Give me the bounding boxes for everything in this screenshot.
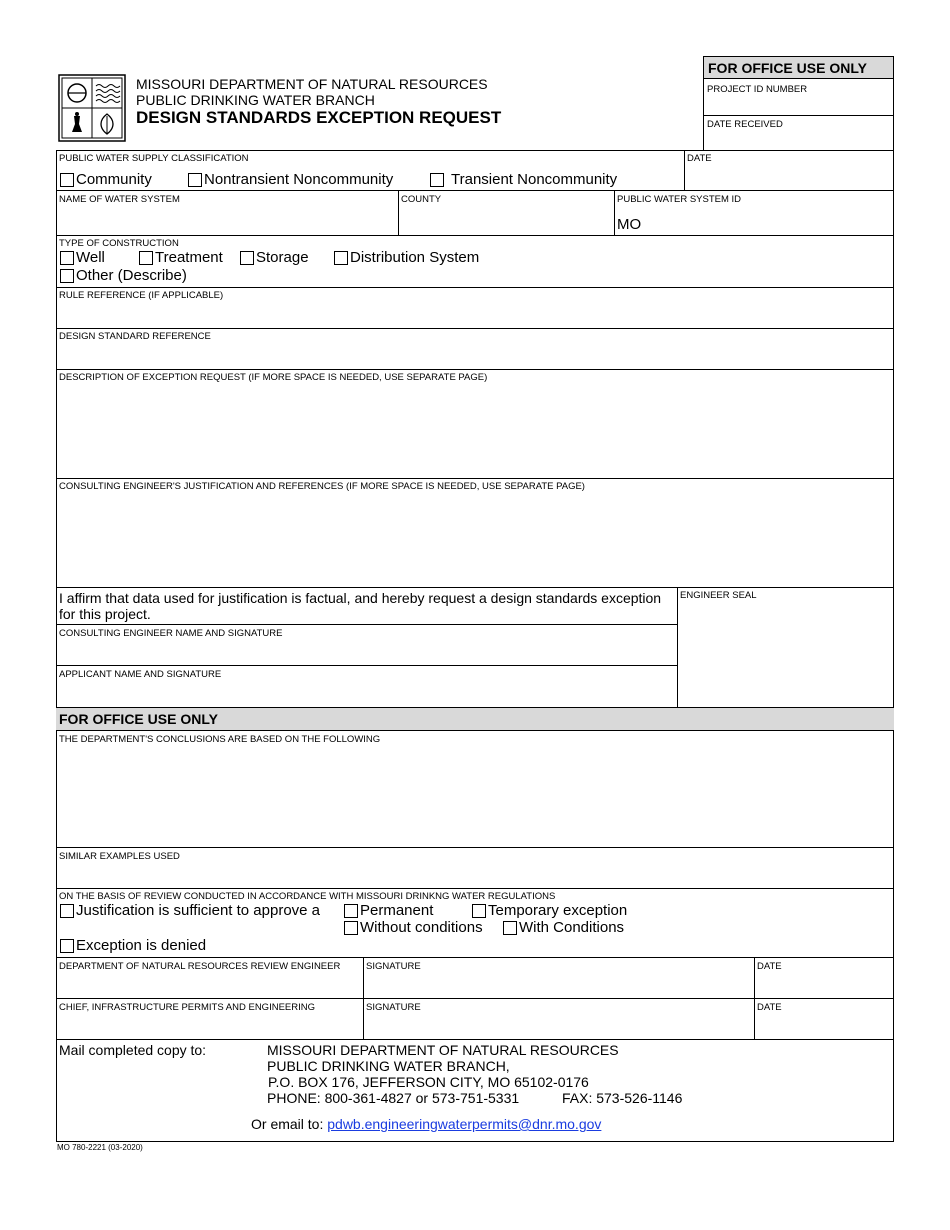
divider: [677, 587, 678, 707]
date-input[interactable]: [686, 166, 892, 188]
email-link[interactable]: pdwb.engineeringwaterpermits@dnr.mo.gov: [327, 1116, 602, 1132]
affirmation-line-1: I affirm that data used for justification is factual, and hereby request a design standards exception: [59, 590, 662, 606]
community-checkbox[interactable]: [60, 173, 74, 187]
consulting-engineer-label: CONSULTING ENGINEER NAME AND SIGNATURE: [59, 628, 283, 639]
mail-address-line-3: P.O. BOX 176, JEFFERSON CITY, MO 65102-0176: [268, 1074, 589, 1090]
office-use-title: FOR OFFICE USE ONLY: [708, 60, 867, 76]
design-standard-label: DESIGN STANDARD REFERENCE: [59, 331, 211, 342]
chief-signature-label: SIGNATURE: [366, 1002, 421, 1013]
divider: [56, 190, 894, 191]
water-system-name-input[interactable]: [58, 210, 396, 232]
temporary-exception-label: Temporary exception: [488, 902, 628, 919]
with-conditions-label: With Conditions: [519, 919, 625, 936]
similar-examples-label: SIMILAR EXAMPLES USED: [59, 851, 180, 862]
justification-label: CONSULTING ENGINEER'S JUSTIFICATION AND REFERENCES (IF MORE SPACE IS NEEDED, USE SEPARATE PAGE): [59, 481, 585, 492]
divider: [703, 115, 894, 116]
with-conditions-checkbox[interactable]: [503, 921, 517, 935]
design-standard-input[interactable]: [58, 345, 892, 367]
without-conditions-checkbox[interactable]: [344, 921, 358, 935]
divider: [614, 190, 615, 235]
consulting-engineer-input[interactable]: [58, 642, 675, 664]
form-number: MO 780-2221 (03-2020): [57, 1143, 143, 1152]
community-label: Community: [76, 171, 152, 188]
divider: [56, 478, 894, 479]
treatment-label: Treatment: [155, 249, 223, 266]
review-engineer-label: DEPARTMENT OF NATURAL RESOURCES REVIEW ENGINEER: [59, 961, 341, 972]
phone-number: PHONE: 800-361-4827 or 573-751-5331: [267, 1090, 520, 1106]
chief-date-label: DATE: [757, 1002, 782, 1013]
fax-number: FAX: 573-526-1146: [562, 1090, 683, 1106]
other-describe-input[interactable]: [194, 268, 890, 286]
project-id-label: PROJECT ID NUMBER: [707, 84, 808, 95]
transient-noncommunity-checkbox[interactable]: [430, 173, 444, 187]
affirmation-line-2: for this project.: [59, 606, 151, 622]
divider: [56, 235, 894, 236]
applicant-label: APPLICANT NAME AND SIGNATURE: [59, 669, 222, 680]
form-title: DESIGN STANDARDS EXCEPTION REQUEST: [136, 108, 502, 127]
divider: [56, 888, 894, 889]
public-water-system-id-input[interactable]: [644, 212, 892, 233]
divider: [56, 369, 894, 370]
conclusions-label: THE DEPARTMENT'S CONCLUSIONS ARE BASED ON THE FOLLOWING: [59, 734, 381, 745]
exception-denied-checkbox[interactable]: [60, 939, 74, 953]
public-water-system-id-label: PUBLIC WATER SYSTEM ID: [617, 194, 742, 205]
well-label: Well: [76, 249, 105, 266]
rule-reference-label: RULE REFERENCE (IF APPLICABLE): [59, 290, 224, 301]
exception-denied-label: Exception is denied: [76, 937, 207, 954]
office-use-section-title: FOR OFFICE USE ONLY: [59, 711, 218, 727]
permanent-label: Permanent: [360, 902, 434, 919]
basis-of-review-label: ON THE BASIS OF REVIEW CONDUCTED IN ACCORDANCE WITH MISSOURI DRINKNG WATER REGULATIONS: [59, 891, 556, 902]
review-engineer-date-label: DATE: [757, 961, 782, 972]
distribution-system-checkbox[interactable]: [334, 251, 348, 265]
divider: [56, 624, 677, 625]
review-engineer-signature-input[interactable]: [365, 974, 752, 996]
county-input[interactable]: [400, 210, 612, 232]
chief-date-input[interactable]: [756, 1015, 892, 1037]
public-water-system-id-prefix: MO: [617, 216, 642, 233]
divider: [56, 328, 894, 329]
date-received-input[interactable]: [705, 131, 891, 149]
email-line: [251, 1116, 601, 1133]
justification-sufficient-checkbox[interactable]: [60, 904, 74, 918]
divider: [56, 847, 894, 848]
nontransient-noncommunity-label: Nontransient Noncommunity: [204, 171, 394, 188]
engineer-seal-label: ENGINEER SEAL: [680, 590, 757, 601]
mail-address-line-1: MISSOURI DEPARTMENT OF NATURAL RESOURCES: [267, 1042, 619, 1058]
rule-reference-input[interactable]: [58, 304, 892, 326]
justification-textarea[interactable]: [58, 495, 892, 585]
mail-address-line-2: PUBLIC DRINKING WATER BRANCH,: [267, 1058, 510, 1074]
divider: [56, 957, 894, 958]
conclusions-textarea[interactable]: [58, 748, 892, 845]
project-id-input[interactable]: [705, 96, 891, 114]
storage-checkbox[interactable]: [240, 251, 254, 265]
description-label: DESCRIPTION OF EXCEPTION REQUEST (IF MORE SPACE IS NEEDED, USE SEPARATE PAGE): [59, 372, 488, 383]
date-label: DATE: [687, 153, 712, 164]
agency-name: MISSOURI DEPARTMENT OF NATURAL RESOURCES: [136, 76, 488, 92]
other-label: Other (Describe): [76, 267, 187, 284]
review-engineer-signature-label: SIGNATURE: [366, 961, 421, 972]
chief-label: CHIEF, INFRASTRUCTURE PERMITS AND ENGINEERING: [59, 1002, 315, 1013]
divider: [56, 287, 894, 288]
storage-label: Storage: [256, 249, 309, 266]
applicant-input[interactable]: [58, 683, 675, 705]
transient-noncommunity-label: Transient Noncommunity: [451, 171, 618, 188]
permanent-checkbox[interactable]: [344, 904, 358, 918]
divider: [56, 587, 894, 588]
chief-input[interactable]: [58, 1015, 361, 1037]
divider: [56, 1039, 894, 1040]
chief-signature-input[interactable]: [365, 1015, 752, 1037]
classification-label: PUBLIC WATER SUPPLY CLASSIFICATION: [59, 153, 249, 164]
divider: [56, 665, 677, 666]
similar-examples-input[interactable]: [58, 865, 892, 887]
temporary-exception-checkbox[interactable]: [472, 904, 486, 918]
date-received-label: DATE RECEIVED: [707, 119, 783, 130]
water-system-name-label: NAME OF WATER SYSTEM: [59, 194, 180, 205]
other-checkbox[interactable]: [60, 269, 74, 283]
well-checkbox[interactable]: [60, 251, 74, 265]
email-prefix: Or email to:: [251, 1116, 324, 1132]
county-label: COUNTY: [401, 194, 442, 205]
mail-label: Mail completed copy to:: [59, 1042, 207, 1058]
divider: [56, 998, 894, 999]
branch-name: PUBLIC DRINKING WATER BRANCH: [136, 92, 375, 108]
nontransient-noncommunity-checkbox[interactable]: [188, 173, 202, 187]
description-textarea[interactable]: [58, 386, 892, 476]
missouri-dnr-logo: [58, 74, 126, 142]
treatment-checkbox[interactable]: [139, 251, 153, 265]
divider: [398, 190, 399, 235]
review-engineer-date-input[interactable]: [756, 974, 892, 996]
distribution-system-label: Distribution System: [350, 249, 480, 266]
divider: [684, 150, 685, 190]
justification-sufficient-label: Justification is sufficient to approve a: [76, 902, 321, 919]
construction-type-label: TYPE OF CONSTRUCTION: [59, 238, 179, 249]
review-engineer-input[interactable]: [58, 974, 361, 996]
without-conditions-label: Without conditions: [360, 919, 483, 936]
